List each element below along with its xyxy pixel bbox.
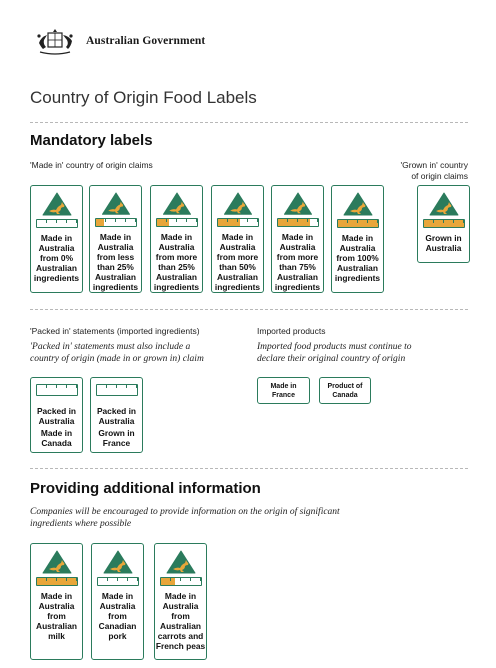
proportion-bar — [277, 218, 319, 227]
packed-in-label — [30, 377, 83, 453]
proportion-bar — [36, 219, 78, 228]
label-text: Made in France — [270, 382, 297, 399]
proportion-bar — [423, 219, 465, 228]
label-text: Made in Australia from Australian carrots and French peas — [155, 591, 206, 651]
label-text: Made in Australia from 0% Australian ingredients — [33, 233, 80, 283]
coat-of-arms-icon — [30, 26, 80, 56]
imported-note: Imported food products must continue to declare their original country of origin — [257, 342, 412, 364]
kangaroo-triangle-icon — [166, 550, 196, 574]
section-heading-mandatory: Mandatory labels — [30, 132, 153, 149]
made-in-label — [89, 185, 142, 293]
proportion-bar — [95, 218, 137, 227]
label-text: Made in Australia from Canadian pork — [98, 591, 137, 641]
kangaroo-triangle-icon — [101, 192, 131, 215]
divider — [30, 309, 468, 310]
kangaroo-triangle-icon — [103, 550, 133, 574]
grown-in-caption: 'Grown in' country of origin claims — [400, 160, 468, 181]
label-text: Made in Australia from more than 50% Australian ingredients — [214, 232, 261, 292]
kangaroo-triangle-icon — [283, 192, 313, 215]
label-text: Made in Australia from more than 25% Australian ingredients — [153, 232, 200, 292]
label-text: Packed in Australia — [96, 406, 137, 426]
additional-info-label — [91, 543, 144, 660]
label-text: Made in Australia from less than 25% Australian ingredients — [92, 232, 139, 292]
label-text: Made in Australia from 100% Australian ingredients — [334, 233, 381, 283]
kangaroo-triangle-icon — [343, 192, 373, 216]
grown-in-label — [417, 185, 470, 263]
made-in-label — [211, 185, 264, 293]
page-title: Country of Origin Food Labels — [30, 88, 257, 107]
kangaroo-triangle-icon — [42, 550, 72, 574]
section-heading-additional: Providing additional information — [30, 480, 261, 497]
proportion-bar — [97, 577, 139, 586]
label-text: Grown in Australia — [425, 233, 462, 253]
proportion-bar — [36, 577, 78, 586]
kangaroo-triangle-icon — [162, 192, 192, 215]
packed-heading: 'Packed in' statements (imported ingredients) — [30, 326, 200, 336]
kangaroo-triangle-icon — [223, 192, 253, 215]
proportion-bar — [217, 218, 259, 227]
label-text: Grown in France — [98, 428, 135, 448]
proportion-bar — [156, 218, 198, 227]
made-in-caption: 'Made in' country of origin claims — [30, 160, 153, 170]
proportion-bar — [337, 219, 379, 228]
made-in-label — [271, 185, 324, 293]
additional-note: Companies will be encouraged to provide information on the origin of significant ingredients where possible — [30, 507, 340, 529]
made-in-label — [331, 185, 384, 293]
proportion-bar — [36, 384, 78, 396]
proportion-bar — [96, 384, 138, 396]
imported-label — [319, 377, 371, 404]
gov-name: Australian Government — [86, 35, 206, 47]
proportion-bar — [160, 577, 202, 586]
divider — [30, 468, 468, 469]
label-text: Made in Canada — [40, 428, 73, 448]
label-text: Made in Australia from Australian milk — [36, 591, 77, 641]
label-text: Packed in Australia — [36, 406, 77, 426]
packed-note: 'Packed in' statements must also include a country of origin (made in or grown in) claim — [30, 342, 204, 364]
gov-header — [30, 26, 205, 56]
additional-info-label — [154, 543, 207, 660]
packed-in-label — [90, 377, 143, 453]
kangaroo-triangle-icon — [42, 192, 72, 216]
divider — [30, 122, 468, 123]
imported-label — [257, 377, 310, 404]
made-in-label — [150, 185, 203, 293]
kangaroo-triangle-icon — [429, 192, 459, 216]
made-in-label — [30, 185, 83, 293]
label-text: Product of Canada — [327, 382, 363, 399]
imported-heading: Imported products — [257, 326, 326, 336]
label-text: Made in Australia from more than 75% Australian ingredients — [274, 232, 321, 292]
additional-info-label — [30, 543, 83, 660]
